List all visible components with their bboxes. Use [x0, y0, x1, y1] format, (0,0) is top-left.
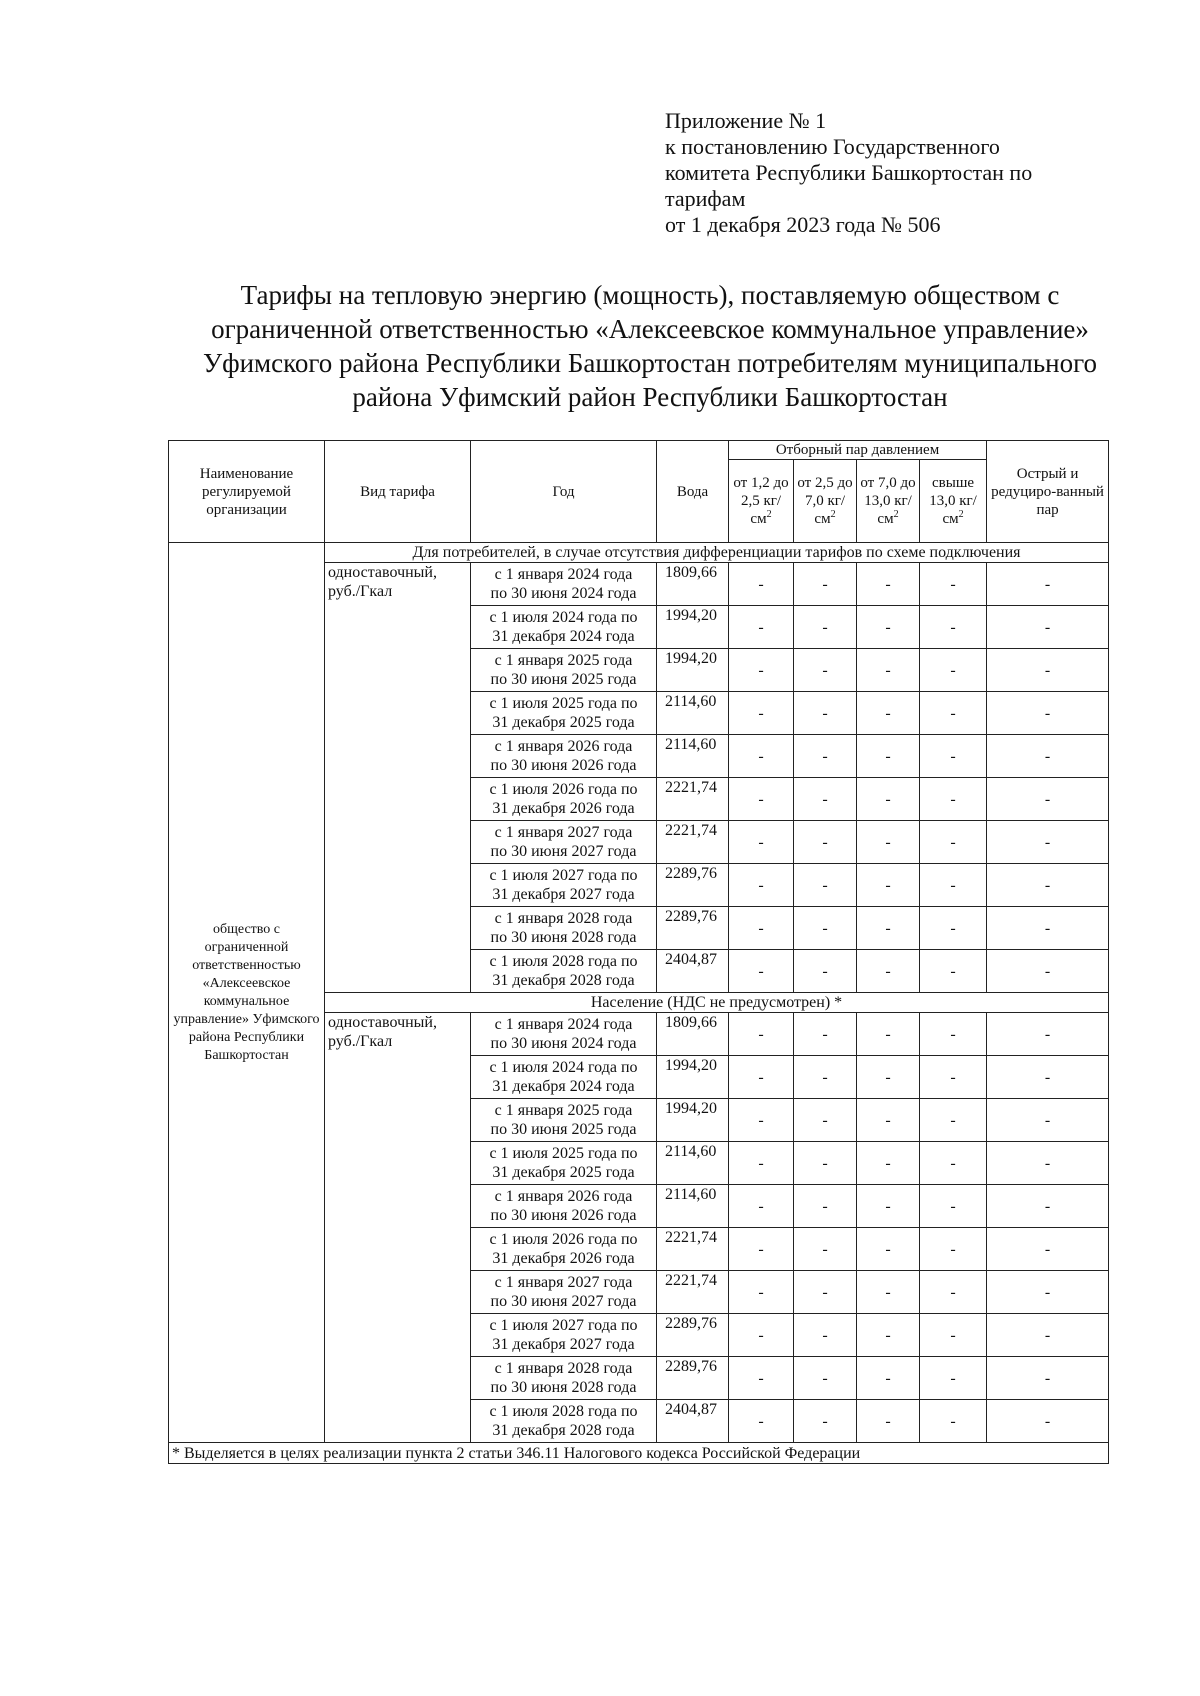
value-cell-steam-1: - — [729, 864, 794, 907]
value-cell-steam-2: - — [794, 1228, 857, 1271]
value-cell-steam-3: - — [857, 1314, 920, 1357]
value-cell-steam-2: - — [794, 1271, 857, 1314]
document-title — [120, 278, 1180, 414]
value-cell-steam-2: - — [794, 649, 857, 692]
value-cell-steam-4: - — [920, 864, 987, 907]
value-cell-steam-1: - — [729, 1357, 794, 1400]
value-cell-sharp: - — [987, 1013, 1109, 1056]
value-cell-steam-2: - — [794, 1142, 857, 1185]
header-tariff-type: Вид тарифа — [325, 441, 471, 543]
value-cell-steam-2: - — [794, 864, 857, 907]
value-cell-steam-3: - — [857, 649, 920, 692]
water-value: 1994,20 — [657, 1056, 729, 1099]
table-body — [169, 543, 1109, 1443]
period-cell — [471, 1314, 657, 1357]
value-cell-steam-4: - — [920, 735, 987, 778]
period-cell — [471, 649, 657, 692]
value-cell-steam-4: - — [920, 907, 987, 950]
water-value: 2114,60 — [657, 1142, 729, 1185]
value-cell-sharp: - — [987, 563, 1109, 606]
value-cell-steam-2: - — [794, 821, 857, 864]
title-line: ограниченной ответственностью «Алексеевское коммунальное управление» — [211, 314, 1089, 344]
water-value: 2114,60 — [657, 1185, 729, 1228]
period-cell — [471, 1142, 657, 1185]
value-cell-sharp: - — [987, 907, 1109, 950]
title-line: Уфимского района Республики Башкортостан потребителям муниципального — [202, 348, 1098, 378]
value-cell-sharp: - — [987, 821, 1109, 864]
water-value: 1809,66 — [657, 563, 729, 606]
period-line: по 30 июня 2024 года — [490, 585, 637, 602]
value-cell-steam-3: - — [857, 1228, 920, 1271]
value-cell-steam-1: - — [729, 1056, 794, 1099]
value-cell-steam-1: - — [729, 649, 794, 692]
value-cell-steam-3: - — [857, 778, 920, 821]
header-water: Вода — [657, 441, 729, 543]
value-cell-steam-4: - — [920, 1013, 987, 1056]
water-value: 2404,87 — [657, 1400, 729, 1443]
organization-cell: общество с ограниченной ответственностью «Алексеевское коммунальное управление» Уфимского района Республики Башкортостан — [169, 543, 325, 1443]
footnote: * Выделяется в целях реализации пункта 2 статьи 346.11 Налогового кодекса Российской Федерации — [169, 1443, 1109, 1464]
value-cell-steam-1: - — [729, 692, 794, 735]
value-cell-sharp: - — [987, 735, 1109, 778]
period-line: 31 декабря 2027 года — [492, 886, 635, 903]
value-cell-sharp: - — [987, 1314, 1109, 1357]
value-cell-steam-4: - — [920, 1400, 987, 1443]
period-line: по 30 июня 2028 года — [490, 929, 637, 946]
value-cell-steam-2: - — [794, 778, 857, 821]
value-cell-sharp: - — [987, 1271, 1109, 1314]
value-cell-steam-2: - — [794, 1056, 857, 1099]
period-line: по 30 июня 2025 года — [490, 671, 637, 688]
period-line: с 1 июля 2028 года по — [489, 1403, 638, 1420]
value-cell-steam-1: - — [729, 1099, 794, 1142]
value-cell-sharp: - — [987, 692, 1109, 735]
period-line: с 1 июля 2026 года по — [489, 781, 638, 798]
header-steam-2: от 2,5 до 7,0 $кг/см^2$ — [794, 460, 857, 543]
period-cell — [471, 1357, 657, 1400]
appendix-line: Приложение № 1 — [665, 108, 827, 133]
period-cell — [471, 735, 657, 778]
period-cell — [471, 1271, 657, 1314]
period-line: с 1 июля 2027 года по — [489, 1317, 638, 1334]
appendix-line: тарифам — [665, 186, 746, 211]
period-line: 31 декабря 2027 года — [492, 1336, 635, 1353]
water-value: 1994,20 — [657, 606, 729, 649]
water-value: 2289,76 — [657, 907, 729, 950]
header-year: Год — [471, 441, 657, 543]
appendix-line: комитета Республики Башкортостан по — [665, 160, 1033, 185]
value-cell-steam-1: - — [729, 606, 794, 649]
value-cell-steam-3: - — [857, 950, 920, 993]
period-cell — [471, 606, 657, 649]
value-cell-steam-3: - — [857, 1185, 920, 1228]
period-line: с 1 января 2028 года — [494, 910, 633, 927]
water-value: 2221,74 — [657, 1271, 729, 1314]
title-line: Тарифы на тепловую энергию (мощность), поставляемую обществом с — [240, 280, 1060, 310]
water-value: 2114,60 — [657, 692, 729, 735]
section-title: Для потребителей, в случае отсутствия дифференциации тарифов по схеме подключения — [325, 543, 1109, 563]
header-steam-4: свыше 13,0 $кг/см^2$ — [920, 460, 987, 543]
value-cell-steam-4: - — [920, 1056, 987, 1099]
value-cell-steam-4: - — [920, 1271, 987, 1314]
period-cell — [471, 1228, 657, 1271]
value-cell-steam-2: - — [794, 907, 857, 950]
value-cell-steam-2: - — [794, 1357, 857, 1400]
value-cell-steam-3: - — [857, 1271, 920, 1314]
value-cell-sharp: - — [987, 606, 1109, 649]
value-cell-steam-4: - — [920, 1185, 987, 1228]
value-cell-steam-1: - — [729, 778, 794, 821]
period-cell — [471, 864, 657, 907]
footnote-row — [169, 1443, 1109, 1464]
period-cell — [471, 1013, 657, 1056]
value-cell-sharp: - — [987, 1142, 1109, 1185]
water-value: 2289,76 — [657, 1314, 729, 1357]
value-cell-steam-1: - — [729, 1142, 794, 1185]
tariff-table — [168, 440, 1109, 1464]
value-cell-steam-3: - — [857, 1056, 920, 1099]
value-cell-steam-1: - — [729, 821, 794, 864]
value-cell-steam-3: - — [857, 735, 920, 778]
value-cell-steam-1: - — [729, 1228, 794, 1271]
value-cell-steam-2: - — [794, 563, 857, 606]
period-line: 31 декабря 2024 года — [492, 628, 635, 645]
value-cell-sharp: - — [987, 1357, 1109, 1400]
value-cell-steam-1: - — [729, 950, 794, 993]
header-steam-group: Отборный пар давлением — [729, 441, 987, 460]
period-line: 31 декабря 2028 года — [492, 972, 635, 989]
section-header-row — [169, 543, 1109, 563]
period-cell — [471, 563, 657, 606]
period-line: с 1 января 2025 года — [494, 1102, 633, 1119]
value-cell-steam-1: - — [729, 1185, 794, 1228]
value-cell-steam-3: - — [857, 692, 920, 735]
period-line: по 30 июня 2027 года — [490, 1293, 637, 1310]
value-cell-steam-1: - — [729, 1314, 794, 1357]
water-value: 1994,20 — [657, 1099, 729, 1142]
period-line: с 1 января 2026 года — [494, 1188, 633, 1205]
period-line: 31 декабря 2026 года — [492, 1250, 635, 1267]
period-line: с 1 июля 2026 года по — [489, 1231, 638, 1248]
value-cell-steam-3: - — [857, 1357, 920, 1400]
period-line: по 30 июня 2025 года — [490, 1121, 637, 1138]
period-line: с 1 января 2024 года — [494, 1016, 633, 1033]
value-cell-steam-4: - — [920, 821, 987, 864]
period-line: с 1 января 2024 года — [494, 566, 633, 583]
period-line: с 1 января 2025 года — [494, 652, 633, 669]
value-cell-steam-3: - — [857, 1400, 920, 1443]
water-value: 1809,66 — [657, 1013, 729, 1056]
period-line: 31 декабря 2028 года — [492, 1422, 635, 1439]
water-value: 2289,76 — [657, 1357, 729, 1400]
title-line: района Уфимский район Республики Башкортостан — [352, 382, 948, 412]
period-cell — [471, 778, 657, 821]
period-line: по 30 июня 2026 года — [490, 1207, 637, 1224]
value-cell-steam-2: - — [794, 735, 857, 778]
value-cell-steam-3: - — [857, 606, 920, 649]
period-line: с 1 июля 2027 года по — [489, 867, 638, 884]
value-cell-steam-2: - — [794, 1400, 857, 1443]
value-cell-steam-3: - — [857, 1099, 920, 1142]
water-value: 1994,20 — [657, 649, 729, 692]
period-line: 31 декабря 2025 года — [492, 714, 635, 731]
period-cell — [471, 950, 657, 993]
value-cell-steam-4: - — [920, 950, 987, 993]
value-cell-steam-4: - — [920, 692, 987, 735]
value-cell-steam-3: - — [857, 821, 920, 864]
value-cell-steam-1: - — [729, 735, 794, 778]
value-cell-steam-4: - — [920, 1357, 987, 1400]
value-cell-steam-1: - — [729, 1400, 794, 1443]
value-cell-sharp: - — [987, 1185, 1109, 1228]
period-line: по 30 июня 2026 года — [490, 757, 637, 774]
value-cell-steam-4: - — [920, 778, 987, 821]
period-line: с 1 июля 2024 года по — [489, 1059, 638, 1076]
value-cell-steam-2: - — [794, 1185, 857, 1228]
value-cell-steam-2: - — [794, 950, 857, 993]
period-line: 31 декабря 2026 года — [492, 800, 635, 817]
section-title: Население (НДС не предусмотрен) * — [325, 993, 1109, 1013]
value-cell-sharp: - — [987, 950, 1109, 993]
water-value: 2221,74 — [657, 821, 729, 864]
value-cell-steam-4: - — [920, 649, 987, 692]
period-line: с 1 июля 2025 года по — [489, 695, 638, 712]
appendix-line: от 1 декабря 2023 года № 506 — [665, 212, 941, 237]
appendix-line: к постановлению Государственного — [665, 134, 1000, 159]
water-value: 2221,74 — [657, 778, 729, 821]
appendix-block — [665, 108, 1085, 238]
tariff-type-cell: одноставочный, руб./Гкал — [325, 563, 471, 993]
period-line: 31 декабря 2025 года — [492, 1164, 635, 1181]
period-cell — [471, 1099, 657, 1142]
period-line: с 1 июля 2028 года по — [489, 953, 638, 970]
value-cell-steam-2: - — [794, 606, 857, 649]
period-line: по 30 июня 2027 года — [490, 843, 637, 860]
period-cell — [471, 821, 657, 864]
period-line: по 30 июня 2024 года — [490, 1035, 637, 1052]
period-cell — [471, 692, 657, 735]
period-cell — [471, 1056, 657, 1099]
value-cell-sharp: - — [987, 649, 1109, 692]
value-cell-sharp: - — [987, 1400, 1109, 1443]
period-cell — [471, 1185, 657, 1228]
value-cell-steam-3: - — [857, 907, 920, 950]
header-sharp-steam: Острый и редуциро-ванный пар — [987, 441, 1109, 543]
period-line: по 30 июня 2028 года — [490, 1379, 637, 1396]
value-cell-steam-3: - — [857, 864, 920, 907]
tariff-type-cell: одноставочный, руб./Гкал — [325, 1013, 471, 1443]
period-line: с 1 июля 2024 года по — [489, 609, 638, 626]
header-row — [169, 441, 1109, 460]
value-cell-steam-2: - — [794, 1314, 857, 1357]
period-line: с 1 июля 2025 года по — [489, 1145, 638, 1162]
value-cell-steam-1: - — [729, 1013, 794, 1056]
value-cell-sharp: - — [987, 778, 1109, 821]
period-line: с 1 января 2027 года — [494, 1274, 633, 1291]
value-cell-steam-1: - — [729, 1271, 794, 1314]
value-cell-steam-2: - — [794, 1099, 857, 1142]
header-steam-1: от 1,2 до 2,5 $кг/см^2$ — [729, 460, 794, 543]
water-value: 2221,74 — [657, 1228, 729, 1271]
value-cell-sharp: - — [987, 864, 1109, 907]
value-cell-steam-4: - — [920, 606, 987, 649]
value-cell-steam-3: - — [857, 1142, 920, 1185]
value-cell-steam-1: - — [729, 907, 794, 950]
value-cell-sharp: - — [987, 1099, 1109, 1142]
period-line: с 1 января 2027 года — [494, 824, 633, 841]
period-cell — [471, 1400, 657, 1443]
period-line: с 1 января 2026 года — [494, 738, 633, 755]
value-cell-steam-1: - — [729, 563, 794, 606]
value-cell-steam-4: - — [920, 1314, 987, 1357]
value-cell-sharp: - — [987, 1056, 1109, 1099]
water-value: 2289,76 — [657, 864, 729, 907]
value-cell-steam-2: - — [794, 1013, 857, 1056]
value-cell-steam-4: - — [920, 563, 987, 606]
water-value: 2114,60 — [657, 735, 729, 778]
header-steam-3: от 7,0 до 13,0 $кг/см^2$ — [857, 460, 920, 543]
value-cell-sharp: - — [987, 1228, 1109, 1271]
value-cell-steam-2: - — [794, 692, 857, 735]
value-cell-steam-3: - — [857, 1013, 920, 1056]
period-cell — [471, 907, 657, 950]
value-cell-steam-4: - — [920, 1228, 987, 1271]
water-value: 2404,87 — [657, 950, 729, 993]
value-cell-steam-4: - — [920, 1142, 987, 1185]
period-line: с 1 января 2028 года — [494, 1360, 633, 1377]
value-cell-steam-4: - — [920, 1099, 987, 1142]
header-org: Наименование регулируемой организации — [169, 441, 325, 543]
period-line: 31 декабря 2024 года — [492, 1078, 635, 1095]
value-cell-steam-3: - — [857, 563, 920, 606]
